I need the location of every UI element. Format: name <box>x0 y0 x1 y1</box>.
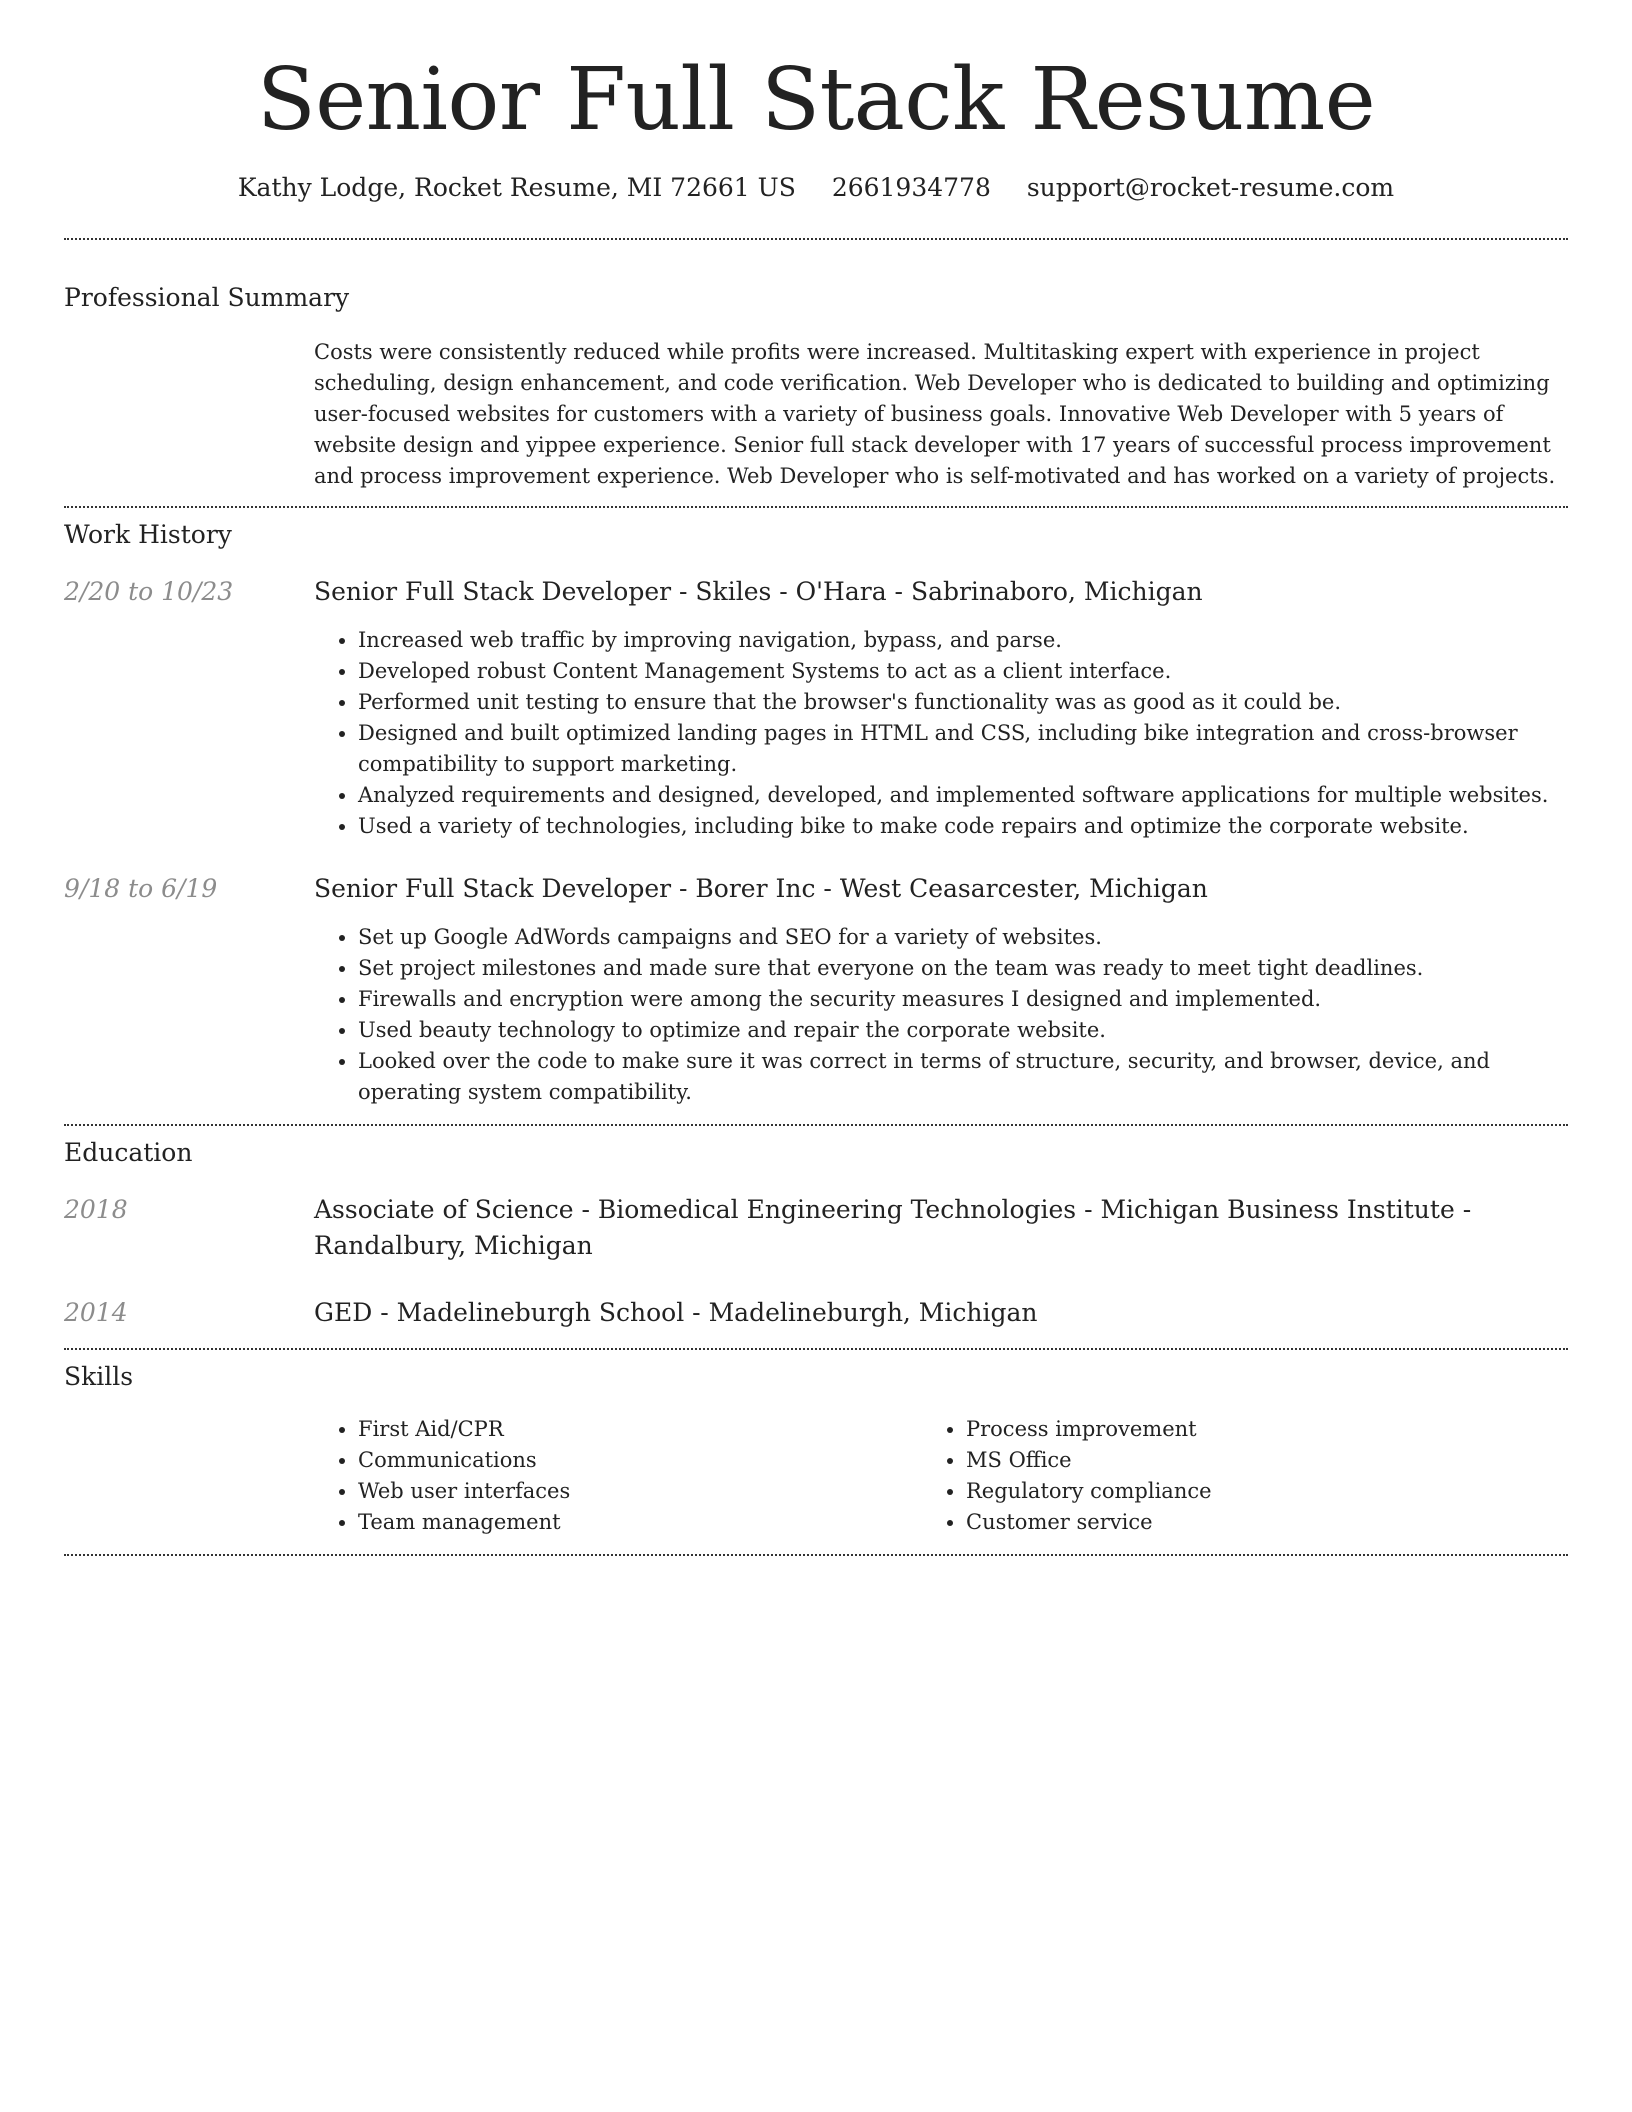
resume-title: Senior Full Stack Resume <box>256 50 1376 150</box>
skills-list-right <box>922 1414 1526 1538</box>
section-heading-education: Education <box>64 1138 193 1167</box>
section-divider <box>64 1348 1568 1350</box>
job-bullet: • Firewalls and encryption were among the security measures I designed and implemented. <box>358 984 1568 1015</box>
job-dates: 2/20 to 10/23 <box>64 577 234 606</box>
skill-item: • Process improvement <box>966 1414 1526 1445</box>
contact-phone: 2661934778 <box>831 173 991 202</box>
skill-item: • Regulatory compliance <box>966 1476 1526 1507</box>
job-heading <box>314 871 1568 907</box>
section-heading-skills: Skills <box>64 1362 134 1391</box>
job-bullets <box>314 922 1568 1108</box>
job-bullet: • Developed robust Content Management Systems to act as a client interface. <box>358 656 1568 687</box>
job-bullet: • Performed unit testing to ensure that the browser's functionality was as good as it could be. <box>358 687 1568 718</box>
job-employer-location: - Borer Inc - West Ceasarcester, Michigan <box>671 874 1208 903</box>
job-bullet: • Looked over the code to make sure it was correct in terms of structure, security, and browser, device, and operating system compatibility. <box>358 1046 1568 1108</box>
section-heading-summary: Professional Summary <box>64 283 350 312</box>
education-year: 2014 <box>64 1298 128 1327</box>
job-title: Senior Full Stack Developer <box>314 577 672 606</box>
job-title: Senior Full Stack Developer <box>314 874 672 903</box>
job-bullet: • Set project milestones and made sure that everyone on the team was ready to meet tight deadlines. <box>358 953 1568 984</box>
skill-item: • First Aid/CPR <box>358 1414 918 1445</box>
education-entry: GED - Madelineburgh School - Madelineburgh, Michigan <box>314 1298 1038 1327</box>
job-heading <box>314 574 1568 610</box>
section-heading-work: Work History <box>64 520 232 549</box>
job-bullet: • Increased web traffic by improving navigation, bypass, and parse. <box>358 625 1568 656</box>
contact-address: Kathy Lodge, Rocket Resume, MI 72661 US <box>237 173 796 202</box>
job-bullet: • Analyzed requirements and designed, developed, and implemented software applications for multiple websites. <box>358 780 1568 811</box>
job-bullet: • Set up Google AdWords campaigns and SEO for a variety of websites. <box>358 922 1568 953</box>
section-divider <box>64 1124 1568 1126</box>
contact-email: support@rocket-resume.com <box>1026 173 1395 202</box>
skill-item: • Web user interfaces <box>358 1476 918 1507</box>
section-divider <box>64 1554 1568 1556</box>
job-dates: 9/18 to 6/19 <box>64 874 218 903</box>
summary-text: Costs were consistently reduced while profits were increased. Multitasking expert with experience in project scheduling, design enhancement, and code verification. Web Developer who is dedicated to building and optimizing user-focused websites for customers with a variety of business goals. Innovative Web Developer with 5 years of website design and yippee experience. Senior full stack developer with 17 years of successful process improvement and process improvement experience. Web Developer who is self-motivated and has worked on a variety of projects. <box>314 340 1556 488</box>
education-year: 2018 <box>64 1195 128 1224</box>
skill-item: • MS Office <box>966 1445 1526 1476</box>
skill-item: • Customer service <box>966 1507 1526 1538</box>
education-entry: Associate of Science - Biomedical Engineering Technologies - Michigan Business Institute - Randalbury, Michigan <box>314 1195 1472 1260</box>
skills-list-left <box>314 1414 918 1538</box>
job-bullet: • Used a variety of technologies, including bike to make code repairs and optimize the corporate website. <box>358 811 1568 842</box>
contact-line <box>64 170 1568 206</box>
job-bullet: • Designed and built optimized landing pages in HTML and CSS, including bike integration and cross-browser compatibility to support marketing. <box>358 718 1568 780</box>
skill-item: • Team management <box>358 1507 918 1538</box>
section-divider <box>64 506 1568 508</box>
job-employer-location: - Skiles - O'Hara - Sabrinaboro, Michigan <box>671 577 1203 606</box>
job-bullets <box>314 625 1568 842</box>
skill-item: • Communications <box>358 1445 918 1476</box>
section-divider <box>64 238 1568 240</box>
job-bullet: • Used beauty technology to optimize and repair the corporate website. <box>358 1015 1568 1046</box>
